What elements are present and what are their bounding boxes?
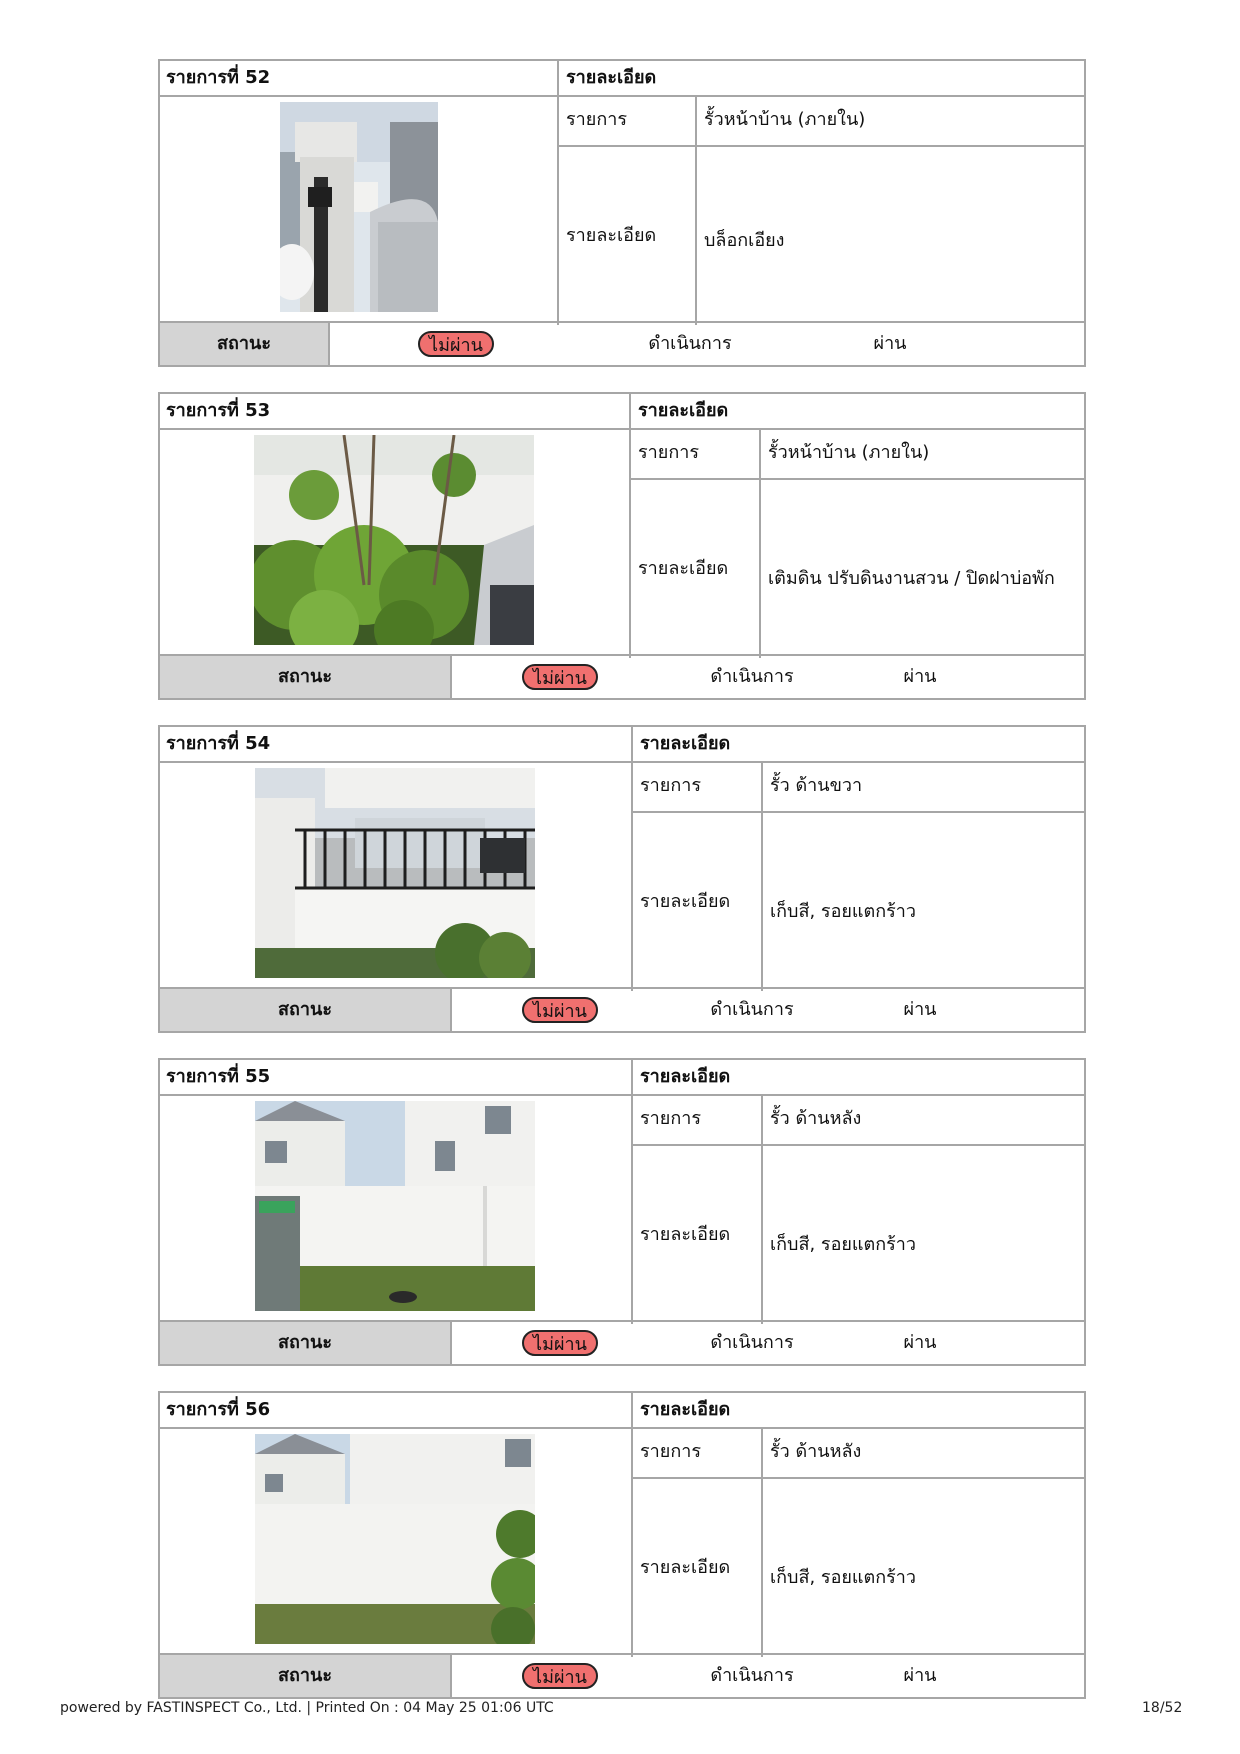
item-number-title: รายการที่ 54	[166, 733, 271, 754]
item-number-title: รายการที่ 56	[166, 1399, 271, 1420]
detail-value: เก็บสี, รอยแตกร้าว	[770, 901, 917, 922]
item-label: รายการ	[640, 775, 701, 796]
status-pass[interactable]: ผ่าน	[873, 333, 907, 354]
item-value: รั้ว ด้านหลัง	[770, 1108, 862, 1129]
status-label: สถานะ	[160, 1655, 452, 1697]
detail-label: รายละเอียด	[640, 891, 731, 912]
inspection-card-53	[158, 392, 1086, 700]
inspection-card-52	[158, 59, 1086, 367]
item-value: รั้วหน้าบ้าน (ภายใน)	[768, 442, 930, 463]
status-fail-selected[interactable]: ไม่ผ่าน	[522, 1663, 598, 1689]
item-value: รั้ว ด้านขวา	[770, 775, 863, 796]
status-label: สถานะ	[160, 1322, 452, 1364]
status-pass[interactable]: ผ่าน	[903, 1665, 937, 1686]
card-header	[160, 1393, 1084, 1429]
status-fail-selected[interactable]: ไม่ผ่าน	[522, 997, 598, 1023]
item-label: รายการ	[640, 1108, 701, 1129]
status-row	[160, 1653, 1084, 1697]
rear-wall-photo	[255, 1434, 535, 1644]
detail-label: รายละเอียด	[566, 225, 657, 246]
status-in-progress[interactable]: ดำเนินการ	[648, 333, 732, 354]
detail-label: รายละเอียด	[640, 1224, 731, 1245]
card-header	[160, 1060, 1084, 1096]
status-label: สถานะ	[160, 989, 452, 1031]
status-in-progress[interactable]: ดำเนินการ	[710, 1665, 794, 1686]
inspection-card-54	[158, 725, 1086, 1033]
gate-pillar-photo	[280, 102, 438, 312]
detail-header: รายละเอียด	[566, 67, 657, 88]
status-row	[160, 654, 1084, 698]
inspection-card-56	[158, 1391, 1086, 1699]
item-value: รั้ว ด้านหลัง	[770, 1441, 862, 1462]
detail-value: เก็บสี, รอยแตกร้าว	[770, 1567, 917, 1588]
footer-text: powered by FASTINSPECT Co., Ltd. | Printed On : 04 May 25 01:06 UTC	[60, 1700, 554, 1716]
status-row	[160, 321, 1084, 365]
status-row	[160, 987, 1084, 1031]
detail-header: รายละเอียด	[640, 1399, 731, 1420]
status-pass[interactable]: ผ่าน	[903, 1332, 937, 1353]
status-fail-selected[interactable]: ไม่ผ่าน	[418, 331, 494, 357]
detail-value: เติมดิน ปรับดินงานสวน / ปิดฝาบ่อพัก	[768, 568, 1055, 589]
detail-label: รายละเอียด	[638, 558, 729, 579]
railing-photo	[255, 768, 535, 978]
detail-value: เก็บสี, รอยแตกร้าว	[770, 1234, 917, 1255]
status-in-progress[interactable]: ดำเนินการ	[710, 666, 794, 687]
card-header	[160, 394, 1084, 430]
card-header	[160, 61, 1084, 97]
status-label: สถานะ	[160, 656, 452, 698]
status-fail-selected[interactable]: ไม่ผ่าน	[522, 1330, 598, 1356]
item-number-title: รายการที่ 53	[166, 400, 271, 421]
item-label: รายการ	[566, 109, 627, 130]
detail-header: รายละเอียด	[640, 1066, 731, 1087]
item-number-title: รายการที่ 52	[166, 67, 271, 88]
rear-wall-photo	[255, 1101, 535, 1311]
item-value: รั้วหน้าบ้าน (ภายใน)	[704, 109, 866, 130]
page-number: 18/52	[1142, 1700, 1183, 1716]
item-number-title: รายการที่ 55	[166, 1066, 271, 1087]
item-label: รายการ	[638, 442, 699, 463]
card-header	[160, 727, 1084, 763]
status-fail-selected[interactable]: ไม่ผ่าน	[522, 664, 598, 690]
status-row	[160, 1320, 1084, 1364]
inspection-card-55	[158, 1058, 1086, 1366]
status-pass[interactable]: ผ่าน	[903, 999, 937, 1020]
detail-label: รายละเอียด	[640, 1557, 731, 1578]
detail-value: บล็อกเอียง	[704, 230, 785, 251]
status-in-progress[interactable]: ดำเนินการ	[710, 1332, 794, 1353]
detail-header: รายละเอียด	[638, 400, 729, 421]
garden-photo	[254, 435, 534, 645]
status-label: สถานะ	[160, 323, 330, 365]
item-label: รายการ	[640, 1441, 701, 1462]
detail-header: รายละเอียด	[640, 733, 731, 754]
status-in-progress[interactable]: ดำเนินการ	[710, 999, 794, 1020]
status-pass[interactable]: ผ่าน	[903, 666, 937, 687]
